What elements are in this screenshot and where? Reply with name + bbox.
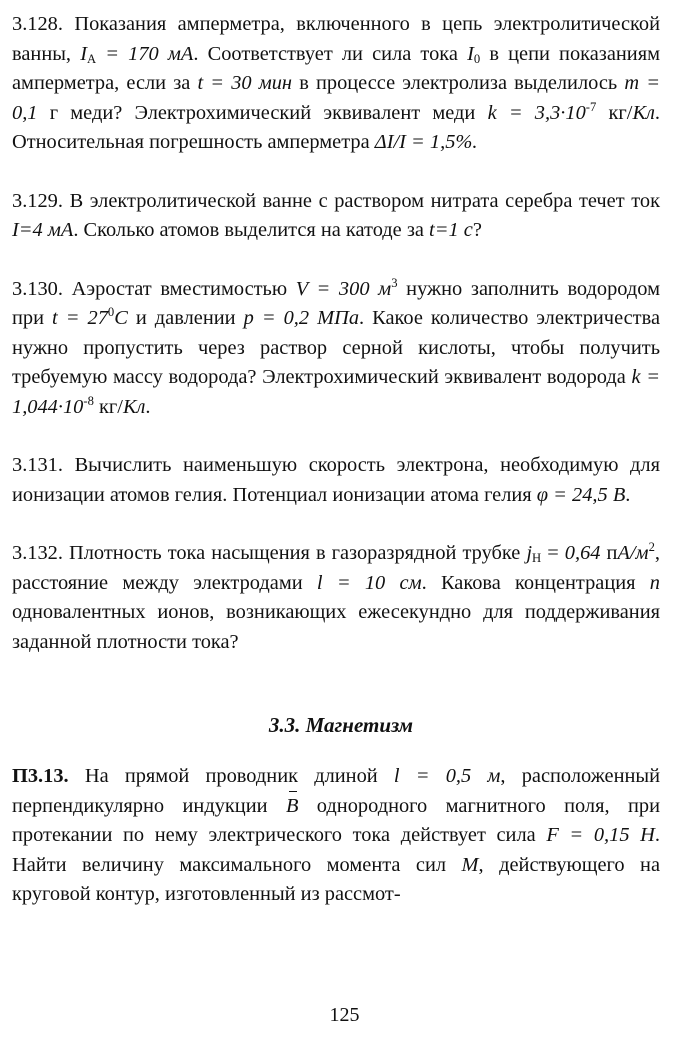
- problem-number: 3.130.: [12, 277, 63, 300]
- equivalent-value: k = 3,3·10: [487, 101, 586, 124]
- problem-text: и давлении: [127, 307, 244, 329]
- time-value: t = 30 мин: [197, 72, 293, 94]
- problem-3-129: [12, 187, 660, 246]
- temperature-value: t = 27: [52, 307, 108, 329]
- problem-3-132: [12, 539, 660, 657]
- problem-number: 3.128.: [12, 13, 63, 35]
- unit-prefix: п: [606, 542, 618, 564]
- exponent: -8: [83, 393, 94, 408]
- problem-number: 3.129.: [12, 189, 63, 212]
- problem-text: В электролитической ванне с раствором нитрата серебра течет ток: [62, 189, 660, 212]
- problem-number: 3.131.: [12, 454, 63, 476]
- problem-text: Аэростат вместимостью: [62, 277, 296, 300]
- unit: Кл: [632, 101, 655, 124]
- error-value: ΔI/I = 1,5%.: [374, 131, 478, 153]
- problem-text: . Сколько атомов выделится на катоде за: [73, 219, 430, 241]
- current-subscript: 0: [473, 51, 481, 66]
- problem-text: , расстояние между электродами: [12, 542, 660, 594]
- pressure-value: p = 0,2 МПа: [243, 307, 360, 329]
- problem-text: , расположенный перпендикулярно индукции: [12, 765, 661, 817]
- force-value: F = 0,15 Н: [546, 824, 655, 846]
- distance-value: l = 10 см: [316, 571, 422, 594]
- problem-3-131: [12, 451, 660, 510]
- problem-text: одновалентных ионов, возникающих ежесекундно для поддерживания заданной плотности тока?: [12, 601, 660, 653]
- current-density-subscript: Н: [532, 551, 542, 566]
- problem-text: . Относительная погрешность амперметра: [12, 101, 660, 153]
- current-value: = 170 мА: [96, 42, 194, 65]
- current-value: I=4 мА: [12, 219, 74, 241]
- temperature-unit: C: [114, 307, 128, 329]
- problem-text: .: [625, 483, 631, 506]
- degree-exponent: 0: [107, 304, 115, 319]
- unit: Кл: [122, 395, 146, 418]
- exponent: 2: [648, 539, 655, 554]
- current-symbol: I: [80, 42, 87, 65]
- problem-text: . Соответствует ли сила тока: [193, 42, 468, 65]
- exponent: 3: [391, 275, 398, 290]
- problem-text: .: [145, 395, 151, 418]
- section-title: 3.3. Магнетизм: [268, 713, 414, 737]
- problem-text: кг/: [93, 395, 123, 418]
- time-value: t=1 с: [429, 219, 473, 241]
- problem-text: в процессе электролиза выделилось: [292, 72, 625, 94]
- current-density-value: 0,64: [564, 542, 607, 564]
- moment-symbol: М: [461, 853, 479, 876]
- problem-text: нужно заполнить водородом при: [12, 277, 660, 329]
- exponent: -7: [585, 99, 597, 114]
- problem-3-128: [12, 10, 660, 158]
- equivalent-value: k = 1,044·10: [12, 366, 660, 418]
- problem-text: На прямой проводник длиной: [68, 765, 394, 787]
- concentration-symbol: n: [649, 571, 660, 594]
- unit: А/м: [617, 542, 649, 564]
- length-value: l = 0,5 м: [393, 765, 501, 787]
- problem-text: однородного магнитного поля, при протекании по нему электрического тока действует сила: [12, 794, 661, 846]
- problem-text: . Какова концентрация: [421, 571, 650, 594]
- problem-text: . Какое количество электричества нужно пропустить через раствор серной кислоты, чтобы получить требуемую массу водорода? Электрохимический эквивалент водорода: [12, 307, 660, 388]
- problem-text: . Найти величину максимального момента сил: [12, 824, 660, 876]
- problem-text: в цепи показаниям амперметра, если за: [12, 42, 660, 94]
- page-content: [12, 10, 660, 910]
- potential-value: φ = 24,5 В: [536, 483, 626, 506]
- problem-3-130: [12, 275, 660, 423]
- problem-text: Плотность тока насыщения в газоразрядной трубке: [62, 542, 527, 564]
- problem-text: г меди? Электрохимический эквивалент меди: [37, 101, 488, 124]
- volume-value: V = 300 м: [295, 277, 392, 300]
- problem-p3-13: [12, 762, 660, 910]
- problem-text: кг/: [596, 101, 633, 124]
- problem-text: =: [541, 542, 565, 564]
- current-density-symbol: j: [526, 542, 533, 564]
- problem-text: , действующего на круговой контур, изготовленный из рассмот-: [12, 853, 660, 905]
- problem-number: 3.132.: [12, 542, 63, 564]
- page-number: 125: [329, 1004, 360, 1026]
- problem-text: Показания амперметра, включенного в цепь электролитической ванны,: [12, 13, 660, 65]
- problem-text: ?: [472, 219, 482, 241]
- mass-value: m = 0,1: [12, 72, 660, 124]
- problem-text: Вычислить наименьшую скорость электрона, необходимую для ионизации атомов гелия. Потенциал ионизации атома гелия: [12, 454, 660, 506]
- current-subscript: А: [86, 51, 97, 66]
- problem-number: П3.13.: [12, 765, 69, 787]
- induction-vector-symbol: B: [286, 792, 298, 822]
- current-symbol: I: [467, 42, 474, 65]
